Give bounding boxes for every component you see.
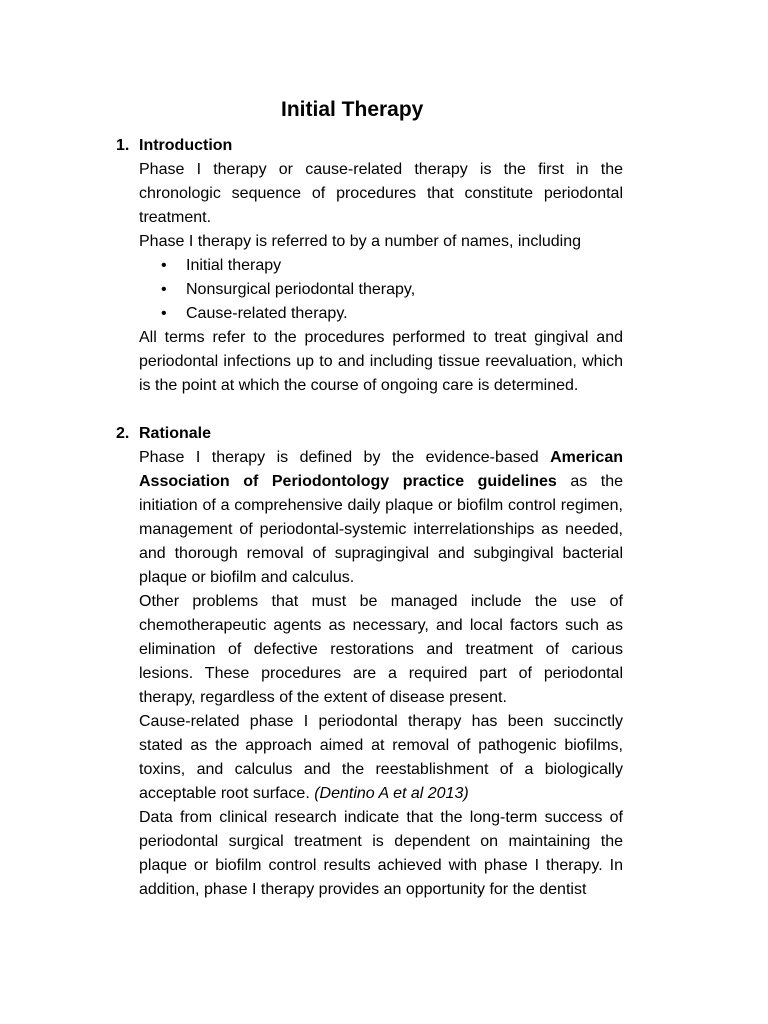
paragraph [139, 710, 623, 806]
bullet-item [139, 254, 623, 278]
section-rationale [112, 422, 623, 902]
section-list [112, 134, 623, 902]
document-title: Initial Therapy [281, 98, 424, 121]
paragraph [139, 446, 623, 590]
bullet-icon: • [161, 281, 167, 298]
bullet-item [139, 302, 623, 326]
paragraph-text: as the initiation of a comprehensive daily plaque or biofilm control regimen, management of periodontal-systemic interrelationships as needed, and thorough removal of supragingival and subgingival bacterial plaque or biofilm and calculus. [139, 473, 624, 586]
bullet-text: Initial therapy [186, 257, 282, 274]
paragraph: All terms refer to the procedures performed to treat gingival and periodontal infections up to and including tissue reevaluation, which is the point at which the course of ongoing care is determined. [139, 329, 623, 394]
section-heading: Rationale [139, 425, 212, 442]
bullet-icon: • [161, 305, 167, 322]
paragraph-text: Phase I therapy is defined by the evidence-based [139, 449, 551, 466]
paragraph: Phase I therapy is referred to by a number of names, including [139, 233, 582, 250]
bullet-list [139, 254, 623, 326]
bullet-item [139, 278, 623, 302]
section-introduction [112, 134, 623, 398]
section-heading: Introduction [139, 137, 233, 154]
paragraph: Other problems that must be managed include the use of chemotherapeutic agents as necessary, and local factors such as elimination of defective restorations and treatment of carious lesions. These procedures are a required part of periodontal therapy, regardless of the extent of disease present. [139, 593, 623, 706]
bold-guideline-text: American Association of Periodontology practice guidelines [139, 449, 623, 490]
bullet-text: Cause-related therapy. [186, 305, 348, 322]
paragraph-text: Cause-related phase I periodontal therapy has been succinctly stated as the approach aimed at removal of pathogenic biofilms, toxins, and calculus and the reestablishment of a biologically acceptable root surface. [139, 713, 623, 802]
section-number: 1. [116, 137, 130, 154]
bullet-icon: • [161, 257, 167, 274]
paragraph: Phase I therapy or cause-related therapy is the first in the chronologic sequence of procedures that constitute periodontal treatment. [139, 161, 623, 226]
paragraph: Data from clinical research indicate that the long-term success of periodontal surgical treatment is dependent on maintaining the plaque or biofilm control results achieved with phase I therapy. In addition, phase I therapy provides an opportunity for the dentist [139, 809, 623, 898]
citation: (Dentino A et al 2013) [314, 785, 469, 802]
section-number: 2. [116, 425, 130, 442]
bullet-text: Nonsurgical periodontal therapy, [186, 281, 416, 298]
